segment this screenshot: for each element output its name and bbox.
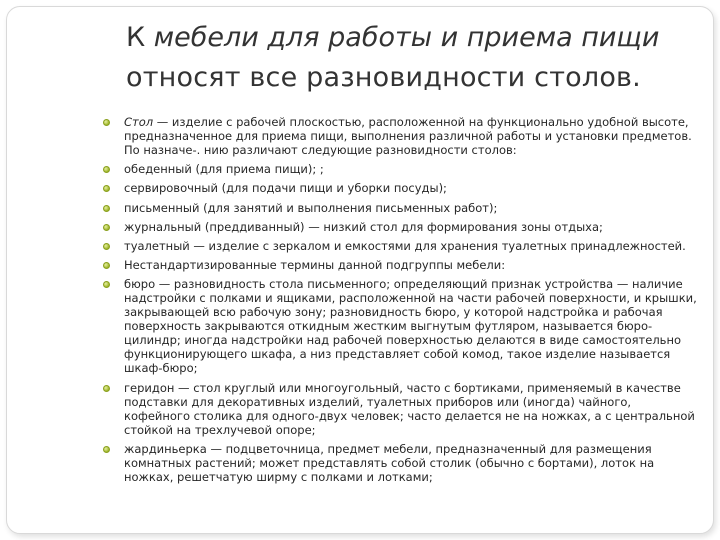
bullet-icon xyxy=(103,262,110,269)
bullet-icon xyxy=(103,446,110,453)
bullet-list xyxy=(100,115,698,484)
item-text: геридон — стол круглый или многоугольный, часто с бортиками, применяемый в качестве подставки для декоративных изделий, туалетных приборов или (иногда) чайного, кофейного столика для одного-двух человек; часто делается не на ножках, а с центральной стойкой на трехлучевой опоре; xyxy=(124,380,695,437)
bullet-icon xyxy=(103,281,110,288)
bullet-icon xyxy=(103,205,110,212)
content-area xyxy=(100,115,698,489)
bullet-icon xyxy=(103,119,110,126)
bullet-icon xyxy=(103,224,110,231)
list-item xyxy=(100,220,698,234)
item-text: Нестандартизированные термины данной подгруппы мебели: xyxy=(124,258,506,273)
bullet-icon xyxy=(103,185,110,192)
list-item xyxy=(100,201,698,215)
list-item xyxy=(100,381,698,437)
list-item xyxy=(100,277,698,375)
bullet-icon xyxy=(103,385,110,392)
title-line-1 xyxy=(126,18,686,58)
item-text: сервировочный (для подачи пищи и уборки посуды); xyxy=(124,181,447,196)
item-text: жардиньерка — подцветочница, предмет мебели, предназначенный для размещения комнатных растений; может представлять собой столик (обычно с бортами), лоток на ножках, решетчатую ширму с полками и лотками; xyxy=(124,441,655,484)
slide-title xyxy=(126,18,686,98)
title-line-2: относят все разновидности столов. xyxy=(126,62,641,93)
list-item xyxy=(100,442,698,484)
item-text: бюро — разновидность стола письменного; определяющий признак устройства — наличие надстройки с полками и ящиками, расположенной на части рабочей поверхности, и крышки, закрывающей всю рабочую зону; разновидность бюро, у которой надстройка и рабочая поверхность закрываются откидным жестким выгнутым футляром, называется бюро-цилиндр; иногда надстройки над рабочей поверхностью делаются в виде самостоятельно функционирующего шкафа, а низ представляет собой комод, такое изделие называется шкаф-бюро; xyxy=(124,277,697,376)
list-item xyxy=(100,239,698,253)
title-line-1-text: мебели для работы и приема пищи xyxy=(145,22,660,53)
item-text: письменный (для занятий и выполнения письменных работ); xyxy=(124,200,498,215)
item-text: обеденный (для приема пищи); ; xyxy=(124,162,324,177)
item-text: — изделие с рабочей плоскостью, расположенной на функционально удобной высоте, предназначенное для приема пищи, выполнения различной работы и установки предметов. По назначе-. нию различают следующие разновидности столов: xyxy=(124,115,692,157)
list-item xyxy=(100,162,698,176)
title-first-letter: К xyxy=(126,22,146,53)
item-lead: Стол xyxy=(124,115,154,129)
list-item xyxy=(100,181,698,195)
list-item xyxy=(100,115,698,157)
bullet-icon xyxy=(103,243,110,250)
item-text: туалетный — изделие с зеркалом и емкостями для хранения туалетных принадлежностей. xyxy=(124,238,686,253)
bullet-icon xyxy=(103,166,110,173)
item-text: журнальный (преддиванный) — низкий стол для формирования зоны отдыха; xyxy=(124,219,603,234)
list-item xyxy=(100,258,698,272)
